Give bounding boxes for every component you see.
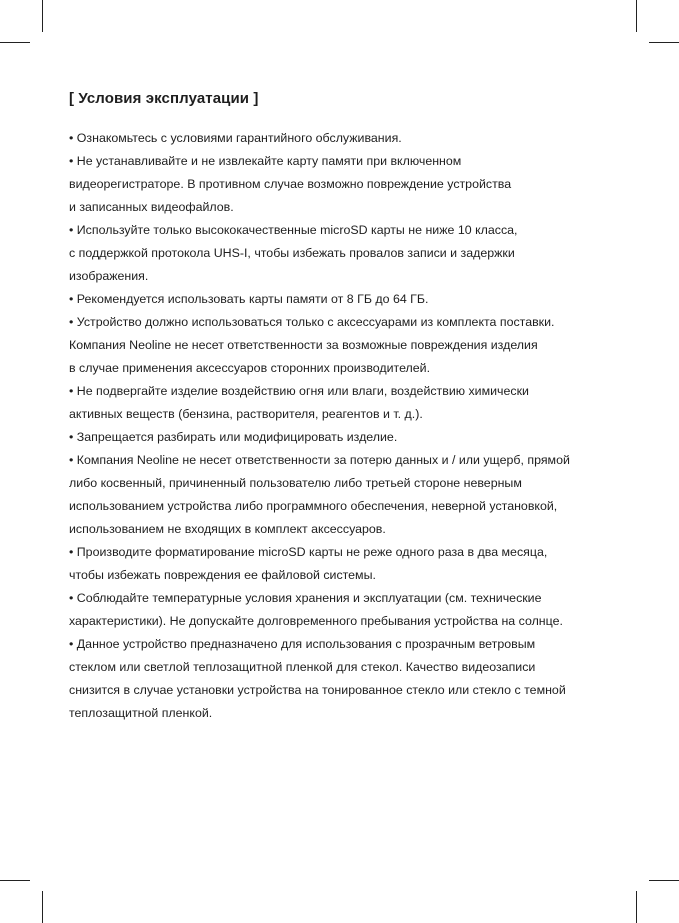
text-line: • Запрещается разбирать или модифицировать изделие.: [69, 430, 398, 444]
crop-mark-bottom-right-vertical: [636, 891, 637, 923]
crop-mark-bottom-left-vertical: [42, 891, 43, 923]
text-line: • Соблюдайте температурные условия хранения и эксплуатации (см. технические: [69, 591, 542, 605]
text-line: • Компания Neoline не несет ответственности за потерю данных и / или ущерб, прямой: [69, 453, 570, 467]
text-line: и записанных видеофайлов.: [69, 200, 234, 214]
text-line: • Ознакомьтесь с условиями гарантийного обслуживания.: [69, 131, 402, 145]
text-line: в случае применения аксессуаров сторонних производителей.: [69, 361, 431, 375]
text-line: • Не подвергайте изделие воздействию огня или влаги, воздействию химически: [69, 384, 529, 398]
text-line: активных веществ (бензина, растворителя, реагентов и т. д.).: [69, 407, 423, 421]
text-line: • Не устанавливайте и не извлекайте карту памяти при включенном: [69, 154, 462, 168]
text-line: • Используйте только высококачественные microSD карты не ниже 10 класса,: [69, 223, 518, 237]
text-line: • Рекомендуется использовать карты памяти от 8 ГБ до 64 ГБ.: [69, 292, 429, 306]
usage-conditions-text: [69, 127, 614, 725]
text-line: использованием устройства либо программного обеспечения, неверной установкой,: [69, 499, 558, 513]
text-line: Компания Neoline не несет ответственности за возможные повреждения изделия: [69, 338, 538, 352]
crop-mark-top-right-horizontal: [649, 42, 679, 43]
crop-mark-bottom-right-horizontal: [649, 880, 679, 881]
text-line: • Устройство должно использоваться только с аксессуарами из комплекта поставки.: [69, 315, 555, 329]
crop-mark-top-left-vertical: [42, 0, 43, 32]
text-line: либо косвенный, причиненный пользователю либо третьей стороне неверным: [69, 476, 522, 490]
crop-mark-top-right-vertical: [636, 0, 637, 32]
text-line: • Производите форматирование microSD карты не реже одного раза в два месяца,: [69, 545, 548, 559]
text-line: видеорегистраторе. В противном случае возможно повреждение устройства: [69, 177, 512, 191]
text-line: снизится в случае установки устройства на тонированное стекло или стекло с темной: [69, 683, 566, 697]
crop-mark-bottom-left-horizontal: [0, 880, 30, 881]
section-title: [ Условия эксплуатации ]: [69, 90, 259, 107]
crop-mark-top-left-horizontal: [0, 42, 30, 43]
text-line: изображения.: [69, 269, 149, 283]
text-line: • Данное устройство предназначено для использования с прозрачным ветровым: [69, 637, 536, 651]
text-line: с поддержкой протокола UHS-I, чтобы избежать провалов записи и задержки: [69, 246, 515, 260]
text-line: теплозащитной пленкой.: [69, 706, 213, 720]
text-line: использованием не входящих в комплект аксессуаров.: [69, 522, 386, 536]
text-line: стеклом или светлой теплозащитной пленкой для стекол. Качество видеозаписи: [69, 660, 536, 674]
text-line: характеристики). Не допускайте долговременного пребывания устройства на солнце.: [69, 614, 563, 628]
text-line: чтобы избежать повреждения ее файловой системы.: [69, 568, 376, 582]
